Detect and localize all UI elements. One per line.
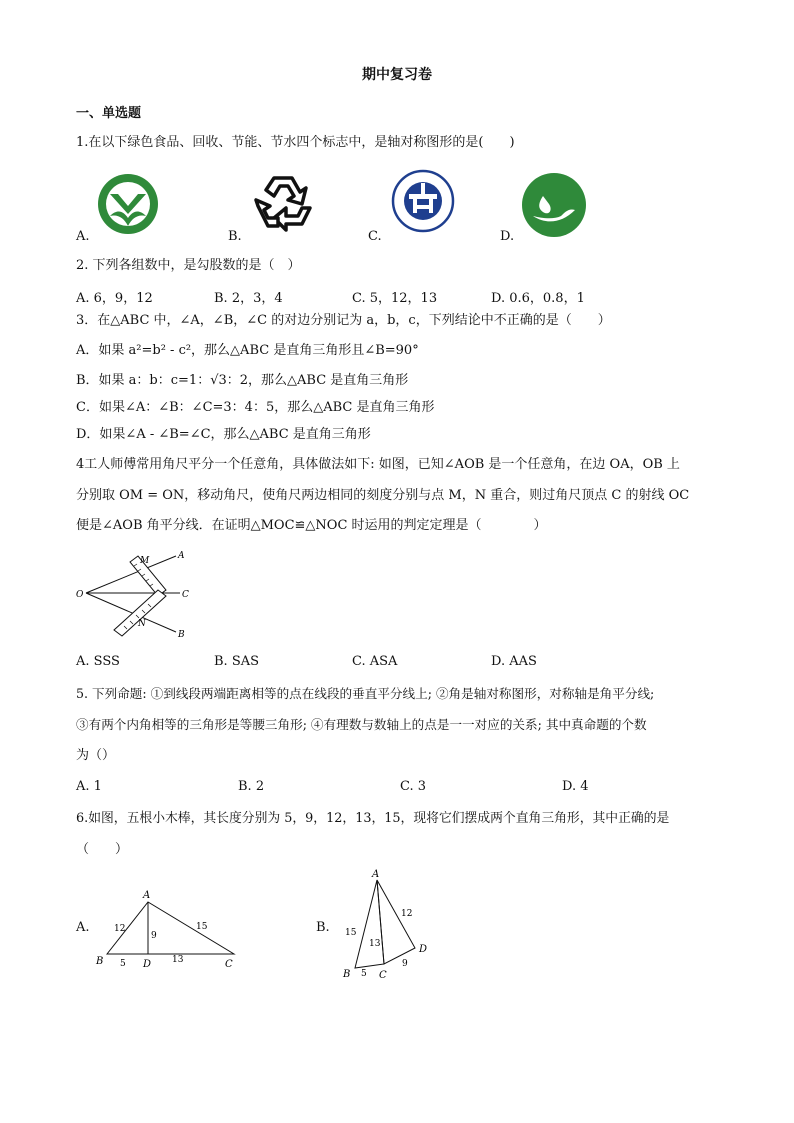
label-o: O xyxy=(76,590,84,600)
triangle-figure-a xyxy=(92,884,252,974)
section-heading: 一、单选题 xyxy=(76,106,142,121)
q3-option-a[interactable]: A．如果 a²=b² - c²，那么△ABC 是直角三角形且∠B=90° xyxy=(76,343,419,358)
triangle-figure-b xyxy=(335,866,445,981)
q5-option-d[interactable]: D. 4 xyxy=(562,779,589,794)
fig-b-label-b: B xyxy=(343,969,351,980)
fig-b-label-c: C xyxy=(379,970,387,981)
question-5-line-2: ③有两个内角相等的三角形是等腰三角形; ④有理数与数轴上的点是一一对应的关系; 其中真命题的个数 xyxy=(76,717,647,732)
q6-option-a[interactable]: A. xyxy=(76,920,90,935)
fig-a-len-ad: 9 xyxy=(151,931,157,941)
fig-a-label-c: C xyxy=(225,959,233,970)
question-4-line-3: 便是∠AOB 角平分线．在证明△MOC≌△NOC 时运用的判定定理是（ ） xyxy=(76,518,547,533)
q4-option-c[interactable]: C. ASA xyxy=(352,654,398,669)
question-6-line-2: （ ） xyxy=(76,842,129,857)
q1-option-b[interactable]: B. xyxy=(228,229,242,244)
recycle-logo-icon xyxy=(250,172,316,236)
q1-option-a[interactable]: A. xyxy=(76,229,90,244)
green-food-logo-icon xyxy=(96,172,160,236)
water-saving-logo-icon xyxy=(521,172,587,238)
fig-b-len-ab: 15 xyxy=(345,928,357,938)
q3-option-d[interactable]: D．如果∠A - ∠B=∠C，那么△ABC 是直角三角形 xyxy=(76,427,371,442)
fig-a-len-ab: 12 xyxy=(114,924,126,934)
question-5-line-1: 5. 下列命题: ①到线段两端距离相等的点在线段的垂直平分线上; ②角是轴对称图形，对称轴是角平分线; xyxy=(76,686,655,701)
fig-a-label-a: A xyxy=(143,890,151,901)
q1-option-d[interactable]: D. xyxy=(500,229,515,244)
label-a: A xyxy=(178,551,185,561)
q3-option-b[interactable]: B．如果 a：b：c=1：√3：2，那么△ABC 是直角三角形 xyxy=(76,373,409,388)
ruler-arm-lower xyxy=(114,590,166,636)
q4-option-a[interactable]: A. SSS xyxy=(76,654,120,669)
question-2-stem: 2. 下列各组数中，是勾股数的是（ ） xyxy=(76,258,301,273)
question-3-stem: 3．在△ABC 中，∠A，∠B，∠C 的对边分别记为 a，b，c，下列结论中不正确的是（ ） xyxy=(76,313,611,328)
page-title: 期中复习卷 xyxy=(362,67,432,83)
fig-b-len-cd: 9 xyxy=(402,959,408,969)
fig-a-label-b: B xyxy=(96,956,104,967)
question-4-line-2: 分别取 OM = ON，移动角尺，使角尺两边相同的刻度分别与点 M，N 重合，则过角尺顶点 C 的射线 OC xyxy=(76,488,690,503)
q2-option-d[interactable]: D. 0.6，0.8，1 xyxy=(491,291,585,306)
fig-a-len-dc: 13 xyxy=(172,955,184,965)
q1-option-c[interactable]: C. xyxy=(368,229,382,244)
question-5-line-3: 为（） xyxy=(76,748,116,763)
fig-a-len-ac: 15 xyxy=(196,922,208,932)
energy-saving-logo-icon xyxy=(391,169,455,233)
q5-option-c[interactable]: C. 3 xyxy=(400,779,427,794)
q2-option-c[interactable]: C. 5，12，13 xyxy=(352,291,438,306)
question-1-stem: 1.在以下绿色食品、回收、节能、节水四个标志中，是轴对称图形的是( ) xyxy=(76,135,515,150)
q5-option-a[interactable]: A. 1 xyxy=(76,779,102,794)
q2-option-b[interactable]: B. 2，3，4 xyxy=(214,291,283,306)
q5-option-b[interactable]: B. 2 xyxy=(238,779,265,794)
q6-option-b[interactable]: B. xyxy=(316,920,330,935)
fig-b-len-ad: 12 xyxy=(401,909,413,919)
triangle-acd-b xyxy=(377,880,415,964)
fig-b-len-ac: 13 xyxy=(369,939,381,949)
triangle-abc-b xyxy=(355,880,384,968)
angle-bisector-figure xyxy=(74,546,204,641)
triangle-abc-a xyxy=(107,902,234,954)
fig-b-label-a: A xyxy=(372,869,380,880)
question-4-line-1: 4工人师傅常用角尺平分一个任意角，具体做法如下: 如图，已知∠AOB 是一个任意角，在边 OA，OB 上 xyxy=(76,457,680,472)
fig-a-label-d: D xyxy=(143,959,152,970)
fig-b-len-bc: 5 xyxy=(361,969,367,979)
label-c: C xyxy=(182,590,189,600)
question-6-line-1: 6.如图，五根小木棒，其长度分别为 5，9，12，13，15，现将它们摆成两个直角三角形，其中正确的是 xyxy=(76,811,670,826)
fig-b-label-d: D xyxy=(419,944,428,955)
fig-a-len-bd: 5 xyxy=(120,959,126,969)
q4-option-d[interactable]: D. AAS xyxy=(491,654,537,669)
q2-option-a[interactable]: A. 6，9，12 xyxy=(76,291,153,306)
label-b: B xyxy=(178,630,185,640)
q4-option-b[interactable]: B. SAS xyxy=(214,654,260,669)
label-m: M xyxy=(140,556,150,566)
q3-option-c[interactable]: C．如果∠A：∠B：∠C=3：4：5，那么△ABC 是直角三角形 xyxy=(76,400,435,415)
label-n: N xyxy=(138,619,146,629)
